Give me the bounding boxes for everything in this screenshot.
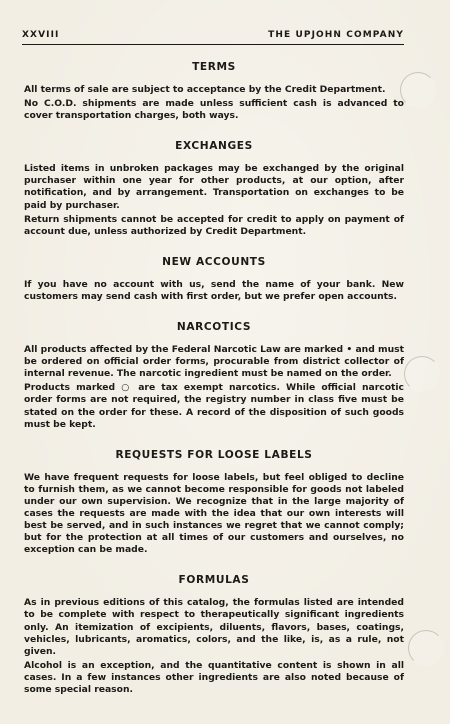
section-terms <box>24 60 404 122</box>
paragraph: Alcohol is an exception, and the quantitative content is shown in all cases. In a few instances other ingredients are also noted because of some special reason. <box>24 659 404 695</box>
running-head <box>22 30 404 45</box>
section-narcotics <box>24 320 404 431</box>
section-heading: FORMULAS <box>178 574 250 587</box>
paragraph: Listed items in unbroken packages may be exchanged by the original purchaser within one year for other products, at our option, after notification, and by arrangement. Transportation on exchanges to be paid by purchaser. <box>24 163 404 211</box>
paragraph: All terms of sale are subject to acceptance by the Credit Department. <box>24 84 386 95</box>
paragraph: If you have no account with us, send the name of your bank. New customers may send cash with first order, but we prefer open accounts. <box>24 278 404 302</box>
paragraph: As in previous editions of this catalog, the formulas listed are intended to be complete with respect to therapeutically significant ingredients only. An itemization of excipients, diluents, flavors, bases, coatings, vehicles, lubricants, aromatics, colors, and the like, is, as a rule, not given. <box>24 597 404 657</box>
binder-hole-middle <box>404 356 440 392</box>
section-heading: EXCHANGES <box>175 140 253 153</box>
section-heading: TERMS <box>192 61 236 73</box>
page-number: XXVIII <box>22 30 60 40</box>
section-new-accounts <box>24 255 404 303</box>
page-body <box>24 60 404 698</box>
section-exchanges <box>24 139 404 238</box>
paragraph: No C.O.D. shipments are made unless sufficient cash is advanced to cover transportation charges, both ways. <box>24 98 404 122</box>
paragraph: We have frequent requests for loose labels, but feel obliged to decline to furnish them, as we cannot become responsible for goods not labeled under our own supervision. We recognize that in the large majority of cases the requests are made with the idea that our own interests will best be served, and in such instances we regret that we cannot comply; but for the protection at all times of our customers and ourselves, no exception can be made. <box>24 471 404 556</box>
section-heading: NEW ACCOUNTS <box>162 255 266 268</box>
paragraph: Products marked ○ are tax exempt narcotics. While official narcotic order forms are not required, the registry number in class five must be stated on the order for these. A record of the disposition of such goods must be kept. <box>24 382 404 430</box>
paragraph: All products affected by the Federal Narcotic Law are marked • and must be ordered on official order forms, procurable from district collector of internal revenue. The narcotic ingredient must be named on the order. <box>24 344 404 380</box>
binder-hole-bottom <box>408 630 444 666</box>
section-heading: NARCOTICS <box>176 321 252 334</box>
section-formulas <box>24 573 404 696</box>
paragraph: Return shipments cannot be accepted for credit to apply on payment of account due, unless authorized by Credit Department. <box>24 213 404 237</box>
publisher-name: THE UPJOHN COMPANY <box>268 30 404 40</box>
section-loose-labels <box>24 448 404 557</box>
section-heading: REQUESTS FOR LOOSE LABELS <box>115 448 313 461</box>
binder-hole-top <box>400 72 436 108</box>
